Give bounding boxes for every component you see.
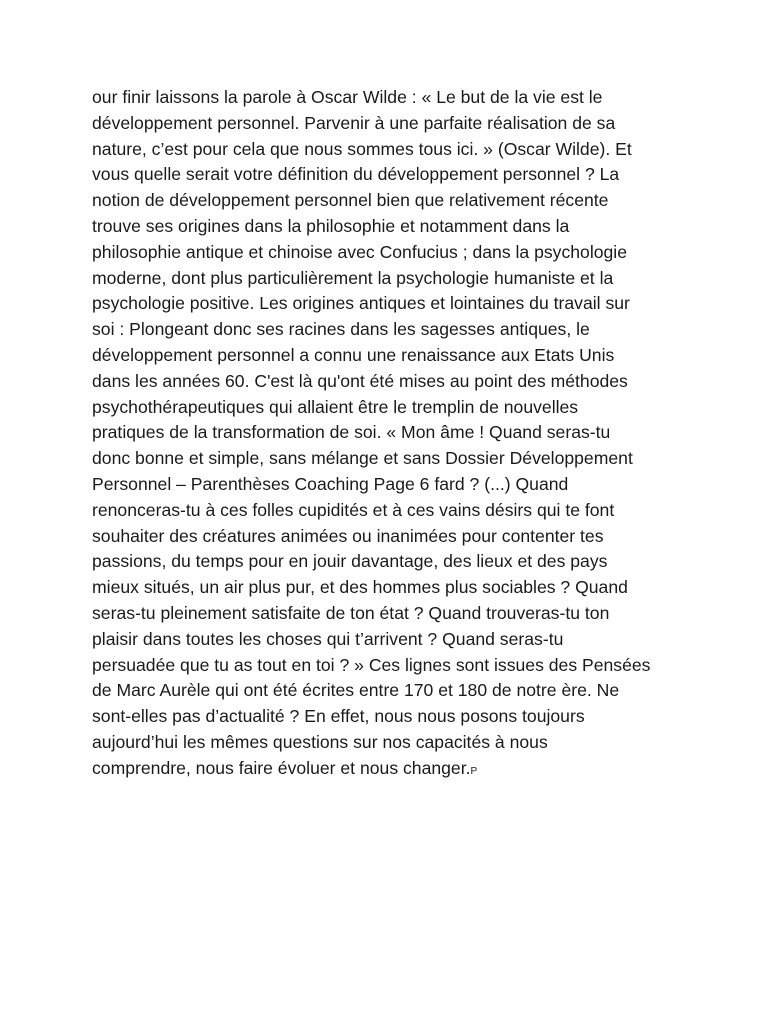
text-line-8: moderne, dont plus particulièrement la psychologie humaniste et la xyxy=(92,267,614,288)
text-line-19: passions, du temps pour en jouir davantage, des lieux et des pays xyxy=(92,551,608,572)
text-line-9: psychologie positive. Les origines antiques et lointaines du travail sur xyxy=(92,293,630,314)
text-line-7: philosophie antique et chinoise avec Confucius ; dans la psychologie xyxy=(92,241,628,262)
text-line-13: psychothérapeutiques qui allaient être le tremplin de nouvelles xyxy=(92,396,579,417)
text-line-17: renonceras-tu à ces folles cupidités et à ces vains désirs qui te font xyxy=(92,499,615,520)
text-line-4: vous quelle serait votre définition du développement personnel ? La xyxy=(92,164,620,185)
text-line-15: donc bonne et simple, sans mélange et sans Dossier Développement xyxy=(92,448,633,469)
text-line-24: de Marc Aurèle qui ont été écrites entre 170 et 180 de notre ère. Ne xyxy=(92,680,620,701)
text-line-21: seras-tu pleinement satisfaite de ton état ? Quand trouveras-tu ton xyxy=(92,602,610,623)
text-line-20: mieux situés, un air plus pur, et des hommes plus sociables ? Quand xyxy=(92,577,628,598)
text-line-27 xyxy=(92,756,692,785)
text-line-12: dans les années 60. C'est là qu'ont été mises au point des méthodes xyxy=(92,370,628,391)
text-line-25: sont-elles pas d’actualité ? En effet, nous nous posons toujours xyxy=(92,706,585,727)
text-line-26: aujourd’hui les mêmes questions sur nos capacités à nous xyxy=(92,731,548,752)
text-line-6: trouve ses origines dans la philosophie et notamment dans la xyxy=(92,215,570,236)
text-line-27-content: comprendre, nous faire évoluer et nous changer. xyxy=(92,757,471,778)
text-line-2: développement personnel. Parvenir à une parfaite réalisation de sa xyxy=(92,112,616,133)
text-line-11: développement personnel a connu une renaissance aux Etats Unis xyxy=(92,344,615,365)
trailing-mark: P xyxy=(470,765,478,777)
text-line-10: soi : Plongeant donc ses racines dans les sagesses antiques, le xyxy=(92,319,590,340)
body-paragraph xyxy=(92,85,692,785)
text-line-1: our finir laissons la parole à Oscar Wilde : « Le but de la vie est le xyxy=(92,87,603,107)
text-line-3: nature, c’est pour cela que nous sommes tous ici. » (Oscar Wilde). Et xyxy=(92,138,632,159)
text-line-16: Personnel – Parenthèses Coaching Page 6 fard ? (...) Quand xyxy=(92,473,569,494)
text-line-18: souhaiter des créatures animées ou inanimées pour contenter tes xyxy=(92,525,604,546)
text-line-22: plaisir dans toutes les choses qui t’arrivent ? Quand seras-tu xyxy=(92,628,564,649)
text-line-14: pratiques de la transformation de soi. « Mon âme ! Quand seras-tu xyxy=(92,422,611,443)
text-line-5: notion de développement personnel bien que relativement récente xyxy=(92,190,609,211)
text-line-23: persuadée que tu as tout en toi ? » Ces lignes sont issues des Pensées xyxy=(92,654,651,675)
